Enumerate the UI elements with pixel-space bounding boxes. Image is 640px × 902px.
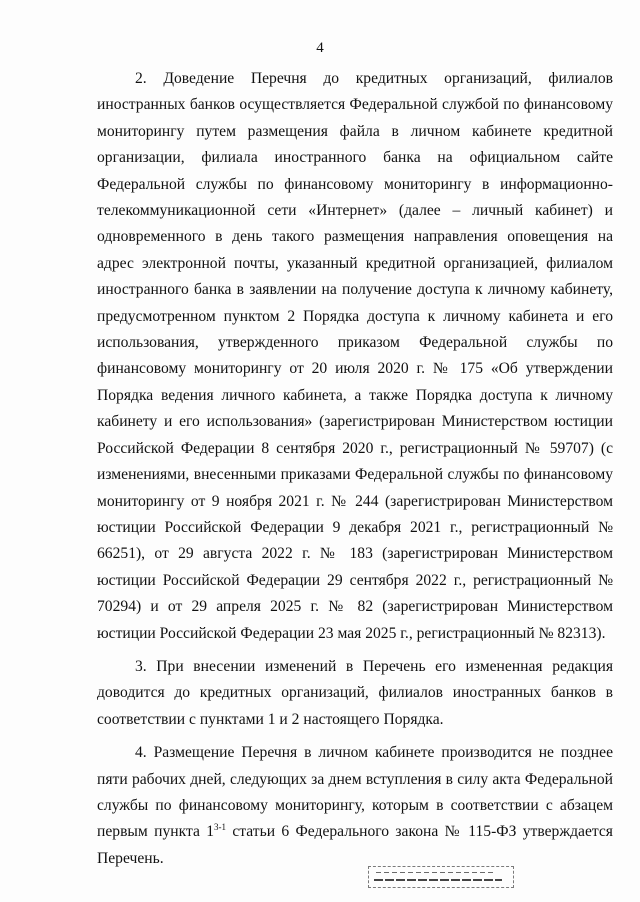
stamp-line (374, 879, 502, 881)
paragraph-4-superscript: 3-1 (214, 822, 226, 833)
paragraph-4-text-start: 4. Размещение Перечня в личном кабинете производится не позднее пяти рабочих дней, следующих за днем вступления в силу акта Федеральной службы по финансовому мониторингу, которым в соответствии с абзацем первым пункта 1 (97, 744, 613, 841)
stamp-line (376, 872, 496, 873)
paragraph-3: 3. При внесении изменений в Перечень его измененная редакция доводится до кредитных организаций, филиалов иностранных банков в соответствии с пунктами 1 и 2 настоящего Порядка. (97, 657, 613, 728)
page-number: 4 (316, 40, 324, 56)
stamp-frame (368, 866, 514, 888)
document-body (97, 66, 613, 872)
registration-stamp-icon (368, 866, 514, 888)
paragraph-2: 2. Доведение Перечня до кредитных организаций, филиалов иностранных банков осуществляется Федеральной службой по финансовому мониторингу путем размещения файла в личном кабинете кредитной организации, филиала иностранного банка на официальном сайте Федеральной службы по финансовому мониторингу в информационно-телекоммуникационной сети «Интернет» (далее – личный кабинет) и одновременного в день такого размещения направления оповещения на адрес электронной почты, указанный кредитной организацией, филиалом иностранного банка в заявлении на получение доступа к личному кабинету, предусмотренном пунктом 2 Порядка доступа к личному кабинета и его использования, утвержденного приказом Федеральной службы по финансовому мониторингу от 20 июля 2020 г. № 175 «Об утверждении Порядка ведения личного кабинета, а также Порядка доступа к личному кабинету и его использования» (зарегистрирован Министерством юстиции Российской Федерации 8 сентября 2020 г., регистрационный № 59707) (с изменениями, внесенными приказами Федеральной службы по финансовому мониторингу от 9 ноября 2021 г. № 244 (зарегистрирован Министерством юстиции Российской Федерации 9 декабря 2021 г., регистрационный № 66251), от 29 августа 2022 г. № 183 (зарегистрирован Министерством юстиции Российской Федерации 29 сентября 2022 г., регистрационный № 70294) и от 29 апреля 2025 г. № 82 (зарегистрирован Министерством юстиции Российской Федерации 23 мая 2025 г., регистрационный № 82313). (97, 70, 613, 642)
paragraph-4-text-end: статьи 6 Федерального закона № 115-ФЗ утверждается Перечень. (97, 823, 613, 867)
paragraph-4 (97, 740, 613, 872)
